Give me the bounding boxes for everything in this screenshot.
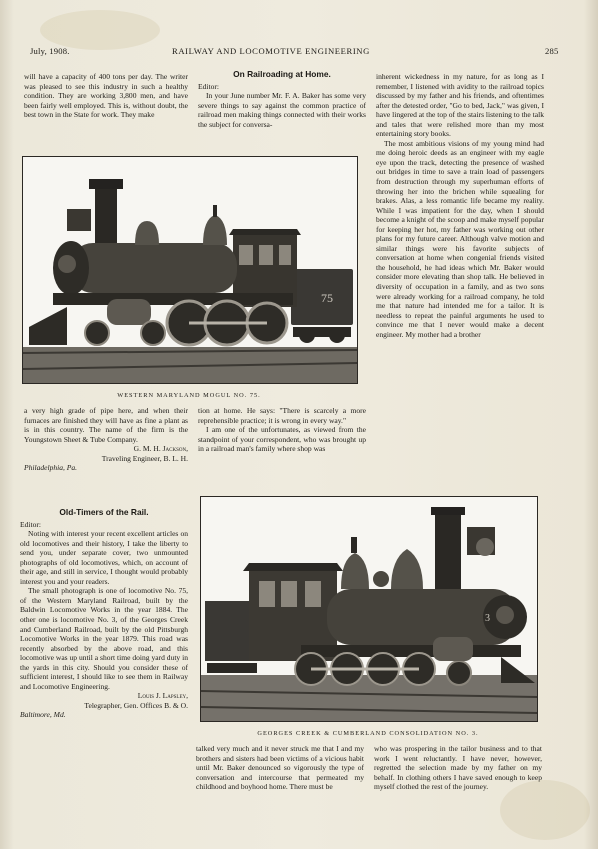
signature-place: Philadelphia, Pa.: [24, 463, 78, 473]
photo-2-caption: GEORGES CREEK & CUMBERLAND CONSOLIDATION NO. 3.: [257, 730, 479, 737]
signature-title: Traveling Engineer, B. L. H.: [101, 453, 188, 463]
article-text: talked very much and it never struck me that I and my brothers and sisters had been victims of a vicious habit until Mr. Baker denounced so vigorously the type of conversation and intercourse that permeated my childhood and boyhood home. There must be: [196, 744, 364, 792]
article-text: a very high grade of pipe here, and when their furnaces are finished they will have as fine a plant as is in this country. The name of the firm is the Youngstown Sheet & Tube Company.: [24, 406, 188, 444]
signature-name: Louis J. Lapsley,: [137, 691, 188, 701]
locomotive-number-75: 75: [321, 291, 333, 305]
column-2-top: [198, 70, 366, 129]
locomotive-image: [23, 157, 357, 383]
column-old-timers: [20, 508, 188, 720]
column-1-top: [24, 72, 188, 120]
locomotive-number-3: 3: [485, 613, 490, 624]
locomotive-image: [201, 497, 537, 721]
article-text: will have a capacity of 400 tons per day. The writer was pleased to see this industry in such a healthy condition. They are working 3,800 men, and have been fairly well employed. This is, without doubt, the best town in the State for work. They make: [24, 72, 188, 120]
signature-place: Baltimore, Md.: [20, 710, 66, 720]
article-heading-railroading: On Railroading at Home.: [233, 69, 331, 79]
article-text: who was prospering in the tailor business and to that work I went reluctantly. I have never, however, regretted the selection made by my father on my behalf. In clothing others I have saved enough to keep myself clothed the rest of the journey.: [374, 744, 542, 792]
column-3-top: [376, 72, 544, 339]
paper-stain: [40, 10, 160, 50]
column-2-bottom: [196, 744, 364, 792]
signature-name: G. M. H. Jackson,: [133, 444, 188, 454]
article-heading-old-timers: Old-Timers of the Rail.: [59, 507, 149, 517]
photo-western-maryland-mogul: [22, 156, 358, 384]
photo-1-caption: WESTERN MARYLAND MOGUL NO. 75.: [117, 392, 261, 399]
column-2-middle: [198, 406, 366, 454]
signature-title: Telegrapher, Gen. Offices B. & O.: [84, 700, 188, 710]
column-3-bottom: [374, 744, 542, 792]
column-1-middle: [24, 406, 188, 473]
article-text: inherent wickedness in my nature, for as long as I remember, I listened with avidity to the railroad topics discussed by my father and his friends, and oftentimes after the detested order, "Go to bed, Jack," was given, I have lingered at the top of the stairs listening to the talk and tales that were relished more than my most entertaining story books.: [376, 72, 544, 139]
header-page-number: 285: [545, 46, 559, 56]
header-date: July, 1908.: [30, 46, 70, 56]
salutation: Editor:: [198, 81, 219, 91]
article-text: I am one of the unfortunates, as viewed from the standpoint of your correspondent, who was brought up in a railroad man's family where shop was: [198, 425, 366, 454]
article-text: The most ambitious visions of my young mind had me doing heroic deeds as an engineer with my eagle eye upon the track, detecting the presence of washed out bridges in time to save a train load of passengers from destruction through my superhuman efforts of throwing her into the brichen while squealing for brakes. Alas, a less romantic life became my reality. While I was impatient for the day, when I should become a knight of the scoop and make myself popular for keeping her hot, my father was working out other plans for my future career. Although valve motion and similar things were his favorite subjects of conversation at home when congenial friends visited the household, he had ideas which Mr. Baker would consider more elevating than shop talk. He believed in diversity of occupation in a family, and as two sons were already working for a railroad company, he told me that nature had intended me for a tailor. It is needless to repeat the painful arguments he used to convince me that I never would make a decent engineer. My mother had a brother: [376, 138, 544, 339]
photo-georges-creek-consolidation: [200, 496, 538, 722]
article-text: In your June number Mr. F. A. Baker has some very severe things to say against the common practice of railroad men making things connected with their works the subject for conversa-: [198, 91, 366, 129]
salutation: Editor:: [20, 519, 41, 529]
article-text: The small photograph is one of locomotive No. 75, of the Western Maryland Railroad, built by the Baldwin Locomotive Works in the year 1884. The other one is locomotive No. 3, of the Georges Creek and Cumberland Railroad, built by the old Pittsburgh Locomotive Works in the year 1879. This road was recently absorbed by the above road, and this locomotive was up until a short time doing yard duty in the yards in this city. Should you consider these of sufficient interest, I should like to see them in Railway and Locomotive Engineering.: [20, 586, 188, 691]
header-title: RAILWAY AND LOCOMOTIVE ENGINEERING: [172, 46, 370, 56]
article-text: tion at home. He says: "There is scarcely a more reprehensible practice; it is wrong in every way.": [198, 406, 366, 425]
article-text: Noting with interest your recent excellent articles on old locomotives and their history, I take the liberty to send you, under separate cover, two unmounted photographs of old locomotives, which, on account of their age, and still in service, I thought would probably interest you and your readers.: [20, 529, 188, 586]
